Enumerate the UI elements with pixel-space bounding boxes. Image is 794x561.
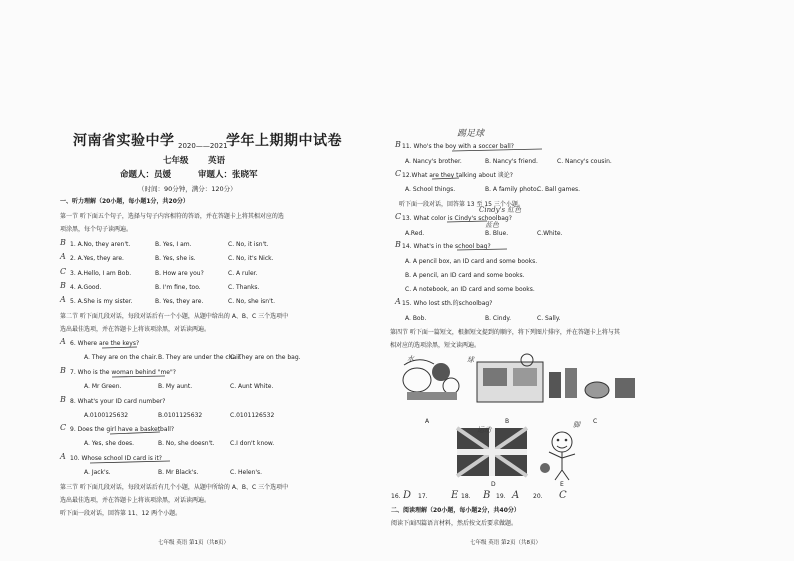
q13-option-b: B. Blue. (485, 230, 509, 237)
subject-label: 英语 (208, 156, 226, 166)
q9-option-a: A. Yes, she does. (84, 440, 135, 447)
answer-blank-18-label: 18. (461, 493, 471, 500)
q11-option-c: C. Nancy's cousin. (557, 158, 612, 165)
section4-instructions-2: 相对应的选项涂黑，短文读两遍。 (390, 342, 481, 349)
picture-label-e: E (560, 481, 564, 488)
reviewer-label: 审题人：张晓军 (198, 170, 258, 180)
q1-option-c: C. No, it isn't. (228, 241, 269, 248)
handwritten-answer-13: C (395, 212, 402, 221)
reading-instructions: 阅读下面四篇语言材料，然后按文后要求做题。 (391, 520, 518, 527)
q12-option-b: B. A family photo. (485, 186, 539, 193)
q9-option-c: C.I don't know. (230, 440, 275, 447)
handwritten-answer-3: C (60, 267, 67, 276)
handwritten-note-foot: 脚 (573, 421, 580, 429)
handwritten-answer-6: A (60, 337, 66, 346)
q3-option-a: 3. A.Hello, I am Bob. (70, 270, 132, 277)
q1-option-b: B. Yes, I am. (155, 241, 192, 248)
q7-option-b: B. My aunt. (158, 383, 193, 390)
q10-option-b: B. Mr Black's. (158, 469, 199, 476)
part-reading-heading: 二、阅读理解（20小题，每小题2分，共40分） (391, 507, 520, 514)
q13-stem: 13. What color is Cindy's schoolbag? (402, 215, 512, 222)
part-listening-heading: 一、听力理解（20小题，每小题1分，共20分） (60, 198, 189, 205)
q2-option-c: C. No, it's Nick. (228, 255, 274, 262)
grade-label: 七年级 (163, 156, 189, 166)
q13-option-a: A.Red. (405, 230, 425, 237)
q2-option-a: 2. A.Yes, they are. (70, 255, 124, 262)
time-score: （时间：90分钟，满分：120分） (138, 185, 237, 193)
q15-option-b: B. Cindy. (485, 315, 512, 322)
listening-passage-note: 听下面一段对话，回答第 13 至 15 三个小题。 (399, 201, 524, 208)
picture-label-a: A (425, 418, 430, 425)
q13-option-c: C.White. (537, 230, 563, 237)
q14-option-b: B. A pencil, an ID card and some books. (405, 272, 525, 279)
school-name: 河南省实验中学 (73, 133, 175, 149)
section2-instructions-2: 选出最佳选项，并在答题卡上将该项涂黑，对话读两遍。 (60, 326, 211, 333)
q15-option-c: C. Sally. (537, 315, 561, 322)
handwritten-answer-12: C (395, 169, 402, 178)
q12-option-c: C. Ball games. (537, 186, 581, 193)
q14-stem: 14. What's in the school bag? (402, 243, 491, 250)
q4-option-a: 4. A.Good. (70, 284, 102, 291)
page-footer-2: 七年级 英语 第2页（共8页） (470, 540, 541, 546)
section3-instructions-3: 听下面一段对话，回答第 11、12 两个小题。 (60, 510, 182, 517)
handwritten-note-cindy: Cindy's 紅色 (479, 206, 522, 214)
q3-option-c: C. A ruler. (228, 270, 258, 277)
q11-option-a: A. Nancy's brother. (405, 158, 462, 165)
handwritten-answer-2: A (60, 252, 66, 261)
q6-stem: 6. Where are the keys? (70, 340, 140, 347)
q4-option-c: C. Thanks. (228, 284, 260, 291)
handwritten-note-blue: 蓝色 (485, 221, 499, 229)
handwritten-note-water: 水 (407, 355, 414, 363)
handwritten-answer-7: B (60, 366, 66, 375)
handwritten-answer-10: A (60, 452, 66, 461)
section3-instructions-2: 选出最佳选项，并在答题卡上将该项涂黑，对话读两遍。 (60, 497, 211, 504)
q14-option-a: A. A pencil box, an ID card and some books. (405, 258, 538, 265)
q6-option-b: B. They are under the chair. (158, 354, 242, 361)
q12-option-a: A. School things. (405, 186, 456, 193)
q4-option-b: B. I'm fine, too. (155, 284, 201, 291)
section1-instructions: 第一节 听下面五个句子，选择与句子内容相符的答语，并在答题卡上将其相对应的选 (60, 213, 284, 220)
section3-instructions: 第三节 听下面几段对话，每段对话后有几个小题，从题中所给的 A、B、C 三个选项中 (60, 484, 289, 491)
q10-option-c: C. Helen's. (230, 469, 263, 476)
handwritten-answer-15: A (395, 297, 401, 306)
q8-option-a: A.0100125632 (84, 412, 129, 419)
answer-blank-18: B (483, 490, 491, 501)
handwritten-note-soccer: 踢足球 (457, 129, 485, 139)
handwritten-answer-14: B (395, 240, 401, 249)
handwritten-marks-right (397, 0, 794, 561)
q11-stem: 11. Who's the boy with a soccer ball? (402, 143, 514, 150)
picture-label-c: C (593, 418, 598, 425)
q10-stem: 10. Whose school ID card is it? (70, 455, 162, 462)
q8-option-b: B.0101125632 (158, 412, 203, 419)
q5-option-a: 5. A.She is my sister. (70, 298, 133, 305)
section4-instructions: 第四节 听下面一篇短文，根据短文提到的顺序，将下列图片排序，并在答题卡上将与其 (390, 329, 620, 336)
section1-instructions-2: 项涂黑，每个句子读两遍。 (60, 226, 133, 233)
page-footer-1: 七年级 英语 第1页（共8页） (158, 540, 229, 546)
q7-option-a: A. Mr Green. (84, 383, 122, 390)
q6-option-c: C. They are on the bag. (230, 354, 301, 361)
q3-option-b: B. How are you? (155, 270, 204, 277)
q9-stem: 9. Does the girl have a basketball? (70, 426, 175, 433)
answer-blank-17-label: 17. (418, 493, 428, 500)
q15-stem: 15. Who lost sth.的schoolbag? (402, 300, 493, 307)
q10-option-a: A. Jack's. (84, 469, 111, 476)
q7-option-c: C. Aunt White. (230, 383, 274, 390)
handwritten-answer-9: C (60, 423, 67, 432)
q12-stem: 12.What are they talking about 谈论? (402, 172, 513, 179)
picture-label-b: B (505, 418, 510, 425)
q2-option-b: B. Yes, she is. (155, 255, 196, 262)
q6-option-a: A. They are on the chair. (84, 354, 158, 361)
exam-page-2 (390, 0, 794, 561)
answer-blank-19: A (512, 490, 520, 501)
q15-option-a: A. Bob. (405, 315, 427, 322)
answer-blank-16: D (403, 490, 412, 501)
answer-blank-19-label: 19. (496, 493, 506, 500)
section2-instructions: 第二节 听下面几段对话，每段对话后有一个小题，从题中给出的 A、B、C 三个选项中 (60, 313, 289, 320)
handwritten-note-ball: 球 (467, 356, 474, 364)
handwritten-answer-5: A (60, 295, 66, 304)
picture-label-d: D (491, 481, 496, 488)
handwritten-answer-11: B (395, 140, 401, 149)
handwritten-answer-4: B (60, 281, 66, 290)
q9-option-b: B. No, she doesn't. (158, 440, 215, 447)
handwritten-answer-1: B (60, 238, 66, 247)
handwritten-note-sport: 运动 (477, 426, 491, 434)
q1-option-a: 1. A.No, they aren't. (70, 241, 131, 248)
q8-option-c: C.0101126532 (230, 412, 275, 419)
school-year: 2020——2021 (178, 142, 228, 150)
q8-stem: 8. What's your ID card number? (70, 398, 166, 405)
answer-blank-17: E (451, 490, 459, 501)
handwritten-answer-8: B (60, 395, 66, 404)
q14-option-c: C. A notebook, an ID card and some books. (405, 286, 535, 293)
exam-title: 学年上期期中试卷 (226, 133, 342, 149)
q5-option-c: C. No, she isn't. (228, 298, 276, 305)
setter-label: 命题人：员媛 (120, 170, 172, 180)
q5-option-b: B. Yes, they are. (155, 298, 204, 305)
answer-blank-20: C (559, 490, 567, 501)
answer-blank-20-label: 20. (533, 493, 543, 500)
q7-stem: 7. Who is the woman behind "me"? (70, 369, 176, 376)
q11-option-b: B. Nancy's friend. (485, 158, 538, 165)
answer-blank-16-label: 16. (391, 493, 401, 500)
